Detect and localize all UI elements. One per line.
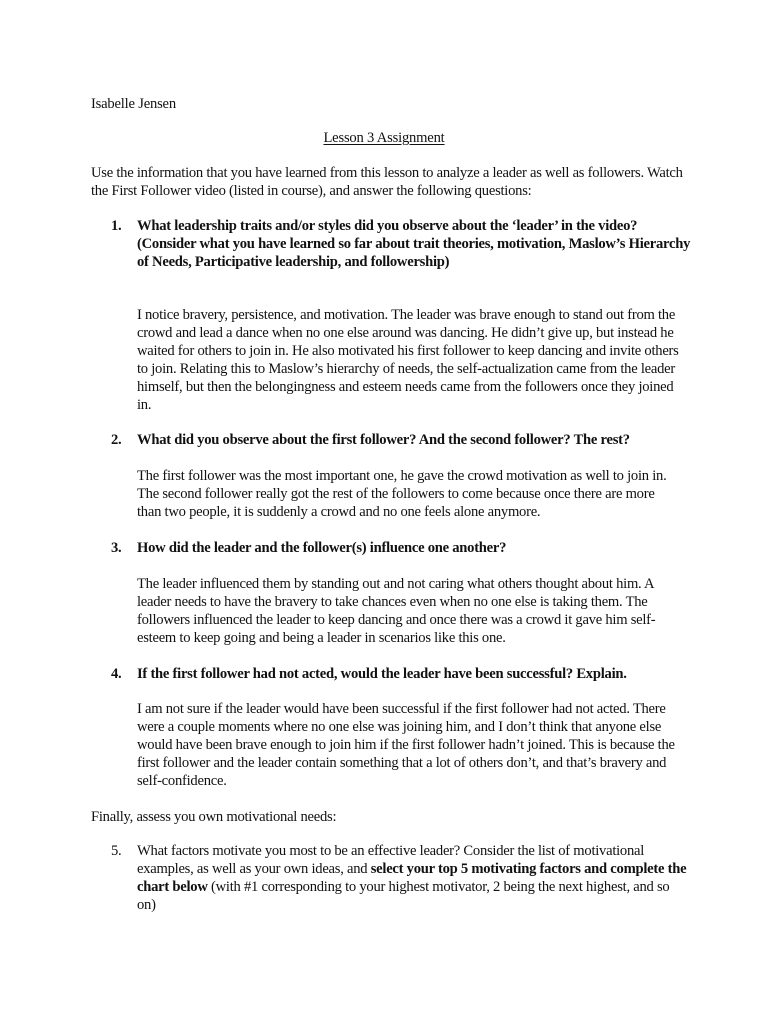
question-5 xyxy=(91,843,691,915)
intro-paragraph: Use the information that you have learned from this lesson to analyze a leader as well as followers. Watch the First Follower video (listed in course), and answer the following questions: xyxy=(91,165,683,199)
question-text: How did the leader and the follower(s) influence one another? xyxy=(137,540,507,556)
question-text xyxy=(137,843,691,915)
answer-2: The first follower was the most important one, he gave the crowd motivation as well to join in. The second follower really got the rest of the followers to come because once there are more than two people, it is suddenly a crowd and no one feels alone anymore. xyxy=(137,468,667,520)
question-text: What did you observe about the first follower? And the second follower? The rest? xyxy=(137,432,630,448)
question-note: (Consider what you have learned so far about trait theories, motivation, Maslow’s Hierarchy of Needs, Participative leadership, and followership) xyxy=(137,235,691,270)
question-2 xyxy=(91,432,691,450)
question-text-emphasis: select your top 5 motivating factors and complete the chart below xyxy=(137,860,687,895)
answer-1: I notice bravery, persistence, and motivation. The leader was brave enough to stand out from the crowd and lead a dance when no one else around was dancing. He didn’t give up, but instead he waited for others to join in. He also motivated his first follower to keep dancing and invite others to join. Relating this to Maslow’s hierarchy of needs, the self-actualization came from the leader himself, but then the belongingness and esteem needs came from the followers once they joined in. xyxy=(137,307,679,413)
question-number: 3. xyxy=(111,540,122,556)
page-title xyxy=(0,130,768,147)
question-number: 4. xyxy=(111,666,122,682)
question-text-part2: (with #1 corresponding to your highest motivator, 2 being the next highest, and so on) xyxy=(137,878,670,913)
question-number: 2. xyxy=(111,432,122,448)
question-3 xyxy=(91,540,691,558)
answer-4: I am not sure if the leader would have been successful if the first follower had not acted. There were a couple moments where no one else was joining him, and I don’t think that anyone else would have been brave enough to join him if the first follower hadn’t joined. This is because the first follower and the leader contain something that a lot of others don’t, and that’s bravery and self-confidence. xyxy=(137,701,675,789)
question-text: If the first follower had not acted, would the leader have been successful? Explain. xyxy=(137,666,627,682)
question-text-part1: What factors motivate you most to be an effective leader? Consider the list of motivational examples, as well as your own ideas, and xyxy=(137,843,645,877)
question-4 xyxy=(91,666,691,684)
question-1 xyxy=(91,218,691,272)
title-text: Lesson 3 Assignment xyxy=(323,130,445,146)
closing-line: Finally, assess you own motivational needs: xyxy=(91,809,337,825)
question-number: 5. xyxy=(111,843,122,859)
answer-3: The leader influenced them by standing out and not caring what others thought about him. A leader needs to have the bravery to take chances even when no one else is taking them. The followers influenced the leader to keep dancing and once there was a crowd it gave him self-esteem to keep going and being a leader in scenarios like this one. xyxy=(137,576,656,646)
author-name: Isabelle Jensen xyxy=(91,96,176,112)
question-text: What leadership traits and/or styles did you observe about the ‘leader’ in the video? xyxy=(137,218,638,234)
question-number: 1. xyxy=(111,218,122,234)
